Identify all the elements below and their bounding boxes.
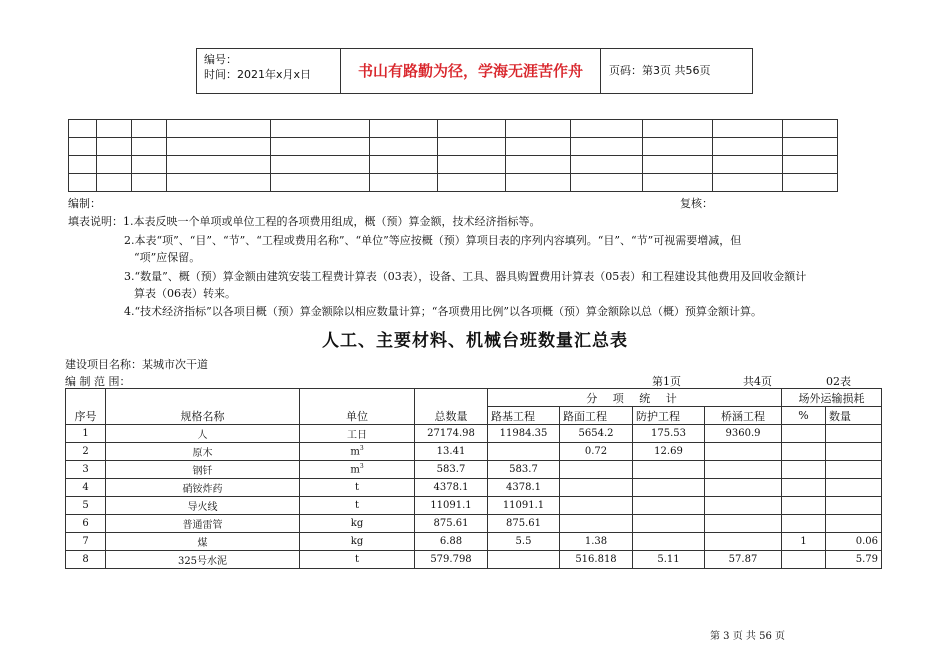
cell-name (106, 425, 300, 443)
cell-qty (826, 461, 882, 479)
table-row (66, 425, 882, 443)
header-row-groups (66, 389, 882, 407)
cell-qty (826, 443, 882, 461)
cell-roadbed (488, 515, 560, 533)
cell-total-text: 11091.1 (430, 500, 472, 511)
cell-total-text: 13.41 (436, 446, 466, 457)
group-loss: 场外运输损耗 (782, 389, 882, 407)
cell-unit (300, 515, 415, 533)
col-pavement: 路面工程 (560, 407, 633, 425)
cell-total (415, 461, 488, 479)
grid-row (69, 120, 838, 138)
cell-qty (826, 497, 882, 515)
cell-protection (633, 551, 705, 569)
cell-qty (826, 425, 882, 443)
cell-unit (300, 443, 415, 461)
summary-grid (68, 119, 838, 192)
col-roadbed: 路基工程 (488, 407, 560, 425)
cell-protection (633, 425, 705, 443)
col-qty: 数量 (826, 407, 882, 425)
cell-bridge (705, 479, 782, 497)
cell-pavement (560, 443, 633, 461)
cell-pavement (560, 515, 633, 533)
cell-name-text: 硝铵炸药 (182, 484, 223, 495)
cell-unit (300, 425, 415, 443)
cell-unit-text: kg (350, 536, 364, 547)
cell-name-text: 导火线 (187, 502, 218, 513)
time-label: 时间：2021年x月x日 (204, 68, 312, 81)
cell-bridge (705, 497, 782, 515)
cell-pavement (560, 533, 633, 551)
cell-pavement-text: 0.72 (584, 446, 608, 457)
cell-roadbed (488, 533, 560, 551)
table-row (66, 461, 882, 479)
page-total: 共4页 (743, 375, 772, 388)
cell-unit-text: m (350, 464, 360, 476)
cell-pct (782, 443, 826, 461)
cell-name (106, 479, 300, 497)
cell-protection (633, 479, 705, 497)
cell-name-text: 煤 (197, 538, 208, 549)
cell-pct (782, 515, 826, 533)
cell-pavement-text: 1.38 (584, 536, 608, 547)
cell-protection (633, 461, 705, 479)
cell-no-text: 6 (82, 518, 89, 529)
cell-name (106, 533, 300, 551)
cell-roadbed (488, 425, 560, 443)
cell-bridge (705, 425, 782, 443)
cell-no (66, 533, 106, 551)
cell-bridge (705, 551, 782, 569)
cell-qty-text: 5.79 (855, 554, 878, 565)
cell-no (66, 497, 106, 515)
grid-row (69, 156, 838, 174)
cell-protection-text: 5.11 (657, 554, 680, 565)
cell-name (106, 497, 300, 515)
motto: 书山有路勤为径，学海无涯苦作舟 (341, 49, 601, 93)
col-name: 规格名称 (106, 389, 300, 425)
cell-name-text: 人 (197, 430, 208, 441)
cell-roadbed-text: 11091.1 (502, 500, 545, 511)
cell-qty (826, 479, 882, 497)
cell-total (415, 497, 488, 515)
table-row (66, 479, 882, 497)
cell-no-text: 3 (82, 464, 89, 475)
cell-unit-text: t (354, 482, 360, 493)
cell-pavement (560, 497, 633, 515)
reviewer-label: 复核： (680, 197, 713, 210)
number-label: 编号： (204, 53, 237, 66)
table-row (66, 551, 882, 569)
cell-name-text: 钢钎 (192, 466, 213, 477)
note-line-4: 4.“技术经济指标”以各项目概（预）算金额除以相应数量计算；“各项费用比例”以各项概（预）算金额除以总（概）预算金额计算。 (124, 305, 762, 318)
cell-roadbed (488, 461, 560, 479)
cell-unit-text: t (354, 554, 360, 565)
cell-name (106, 551, 300, 569)
cell-unit (300, 551, 415, 569)
cell-qty-text: 0.06 (855, 536, 878, 547)
grid-row (69, 174, 838, 192)
cell-bridge-text: 9360.9 (725, 428, 761, 439)
header-meta (197, 49, 341, 93)
cell-total (415, 551, 488, 569)
unit-superscript: 3 (359, 463, 364, 471)
cell-protection-text: 175.53 (651, 428, 686, 439)
cell-roadbed-text: 11984.35 (499, 428, 548, 439)
compiler-label: 编制： (68, 197, 101, 210)
table-row (66, 443, 882, 461)
table-row (66, 515, 882, 533)
cell-pct (782, 497, 826, 515)
cell-total-text: 6.88 (439, 536, 463, 547)
cell-protection (633, 533, 705, 551)
cell-unit-text: 工日 (347, 430, 367, 441)
cell-unit-text: m (350, 446, 360, 458)
cell-qty (826, 551, 882, 569)
cell-pct (782, 461, 826, 479)
cell-total-text: 579.798 (430, 554, 472, 565)
cell-pavement (560, 461, 633, 479)
cell-no-text: 8 (82, 554, 89, 565)
cell-pct (782, 533, 826, 551)
cell-total (415, 479, 488, 497)
form-number: 02表 (826, 375, 851, 388)
cell-total (415, 425, 488, 443)
cell-pavement-text: 5654.2 (578, 428, 614, 439)
grid-row (69, 138, 838, 156)
cell-roadbed-text: 5.5 (515, 536, 532, 547)
cell-pavement-text: 516.818 (575, 554, 617, 565)
cell-total-text: 27174.98 (427, 428, 475, 439)
page-footer: 第 3 页 共 56 页 (710, 631, 785, 642)
cell-name (106, 515, 300, 533)
table-row (66, 533, 882, 551)
cell-no-text: 1 (82, 428, 89, 439)
scope-label: 编 制 范 围： (65, 375, 131, 388)
unit-superscript: 3 (359, 445, 364, 453)
cell-protection (633, 515, 705, 533)
cell-roadbed-text: 4378.1 (506, 482, 541, 493)
cell-no (66, 443, 106, 461)
cell-pct (782, 551, 826, 569)
cell-no (66, 461, 106, 479)
cell-total-text: 875.61 (433, 518, 469, 529)
cell-bridge-text: 57.87 (728, 554, 758, 565)
cell-name-text: 原木 (192, 448, 213, 459)
col-protection: 防护工程 (633, 407, 705, 425)
page-number: 第1页 (652, 375, 681, 388)
cell-unit-text: t (354, 500, 360, 511)
cell-roadbed (488, 497, 560, 515)
cell-unit-text: kg (350, 518, 364, 529)
col-no: 序号 (66, 389, 106, 425)
cell-total (415, 443, 488, 461)
cell-no (66, 515, 106, 533)
cell-roadbed-text: 583.7 (509, 464, 538, 475)
cell-protection (633, 443, 705, 461)
cell-no (66, 551, 106, 569)
cell-name-text: 普通雷管 (182, 520, 223, 531)
cell-bridge (705, 515, 782, 533)
cell-no-text: 2 (82, 446, 89, 457)
document-header (196, 48, 753, 94)
cell-qty (826, 515, 882, 533)
cell-unit (300, 533, 415, 551)
cell-pavement (560, 551, 633, 569)
cell-no-text: 4 (82, 482, 89, 493)
cell-pavement (560, 425, 633, 443)
col-unit: 单位 (300, 389, 415, 425)
cell-name (106, 461, 300, 479)
note-line-1: 填表说明：1.本表反映一个单项或单位工程的各项费用组成，概（预）算金额，技术经济指标等。 (68, 215, 541, 228)
cell-unit (300, 461, 415, 479)
cell-bridge (705, 443, 782, 461)
cell-qty (826, 533, 882, 551)
col-pct: % (782, 407, 826, 425)
cell-roadbed-text: 875.61 (506, 518, 541, 529)
cell-roadbed (488, 479, 560, 497)
cell-pct-text: 1 (800, 536, 807, 547)
cell-pavement (560, 479, 633, 497)
cell-total-text: 583.7 (436, 464, 466, 475)
cell-roadbed (488, 551, 560, 569)
note-line-2b: “项”应保留。 (134, 251, 201, 264)
cell-total (415, 515, 488, 533)
cell-unit (300, 497, 415, 515)
cell-no-text: 5 (82, 500, 89, 511)
cell-pct (782, 425, 826, 443)
cell-no-text: 7 (82, 536, 89, 547)
cell-no (66, 425, 106, 443)
cell-name (106, 443, 300, 461)
cell-bridge (705, 461, 782, 479)
cell-roadbed (488, 443, 560, 461)
table-title: 人工、主要材料、机械台班数量汇总表 (322, 331, 628, 351)
table-row (66, 497, 882, 515)
quantity-summary-table (65, 388, 882, 569)
cell-protection-text: 12.69 (654, 446, 683, 457)
cell-total-text: 4378.1 (433, 482, 469, 493)
cell-name-text: 325号水泥 (177, 556, 228, 567)
cell-total (415, 533, 488, 551)
note-line-3: 3.“数量”、概（预）算金额由建筑安装工程费计算表（03表），设备、工具、器具购置费用计算表（05表）和工程建设其他费用及回收金额计 (124, 270, 807, 283)
note-line-3b: 算表（06表）转来。 (134, 287, 236, 300)
cell-no (66, 479, 106, 497)
col-total: 总数量 (415, 389, 488, 425)
cell-protection (633, 497, 705, 515)
cell-unit (300, 479, 415, 497)
cell-pct (782, 479, 826, 497)
project-name: 建设项目名称：某城市次干道 (65, 358, 208, 371)
cell-bridge (705, 533, 782, 551)
col-bridge: 桥涵工程 (705, 407, 782, 425)
group-stats: 分 项 统 计 (488, 389, 782, 407)
note-line-2: 2.本表“项”、“目”、“节”、“工程或费用名称”、“单位”等应按概（预）算项目表的序列内容填列。“目”、“节”可视需要增减，但 (124, 234, 742, 247)
page-label: 页码：第3页 共56页 (609, 64, 711, 77)
